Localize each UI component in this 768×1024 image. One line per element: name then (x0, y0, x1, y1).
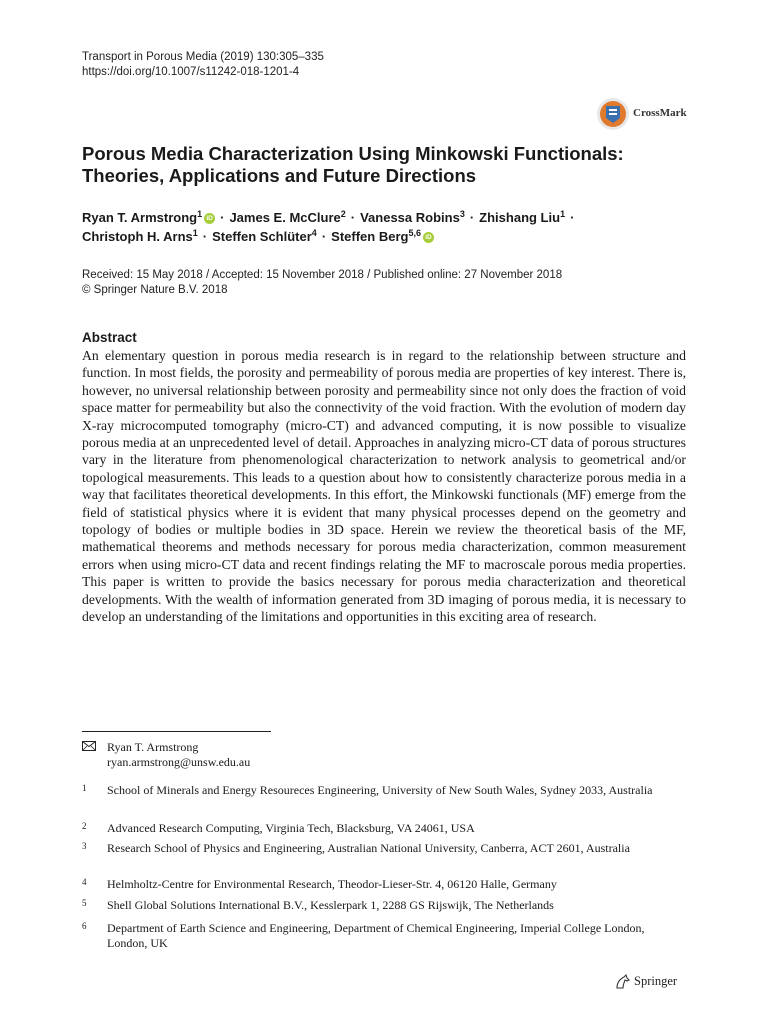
abstract-text: An elementary question in porous media research is in regard to the relationship between structure and function. In most fields, the porosity and permeability of porous media are properties of key interest. There is, however, no universal relationship between porosity and permeability since not only does the fraction of void space matter for permeability but also the connectivity of the void fraction. With the evolution of modern day X-ray microcomputed tomography (micro-CT) and advanced computing, it is now possible to visualize porous media at an unprecedented level of detail. Approaches in analyzing micro-CT data of porous structures vary in the literature from phenomenological characterization to network analysis to geometrical and/or topological measurements. This leads to a question about how to consistently characterize porous media in a way that facilitates theoretical developments. In this effort, the Minkowski functionals (MF) emerge from the field of statistical physics where it is evident that many physical processes depend on the geometry and topology of bodies or multiple bodies in 3D space. Herein we review the theoretical basis of the MF, mathematical theorems and methods necessary for porous media characterization, common measurement errors when using micro-CT data and recent findings relating the MF to macroscale porous media properties. This paper is written to provide the basics necessary for porous media characterization and theoretical developments. With the wealth of information generated from 3D imaging of porous media, it is necessary to develop an understanding of the limitations and opportunities in this exciting area of research. (82, 348, 686, 625)
affiliation-number: 4 (82, 877, 87, 887)
author-name: Steffen Berg (331, 229, 409, 244)
affiliation-text: Shell Global Solutions International B.V., Kesslerpark 1, 2288 GS Rijswijk, The Netherlands (107, 898, 554, 912)
author-name: Zhishang Liu (479, 210, 561, 225)
author-separator: · (350, 210, 356, 225)
affiliation-text: Research School of Physics and Engineering, Australian National University, Canberra, ACT 2601, Australia (107, 841, 630, 855)
corresponding-name: Ryan T. Armstrong (107, 740, 199, 754)
affiliation-text: School of Minerals and Energy Resoureces Engineering, University of New South Wales, Sydney 2033, Australia (107, 783, 653, 797)
author-affiliation-mark: 1 (197, 209, 203, 219)
footnote-rule (82, 731, 271, 732)
affiliation-number: 6 (82, 921, 87, 931)
author-list (82, 208, 702, 246)
author-separator: · (321, 229, 327, 244)
affiliation-text: Department of Earth Science and Engineering, Department of Chemical Engineering, Imperial College London, London, UK (107, 921, 645, 950)
affiliation-number: 2 (82, 821, 87, 831)
corresponding-email[interactable]: ryan.armstrong@unsw.edu.au (107, 755, 251, 769)
affiliation-item (82, 841, 682, 856)
author-affiliation-mark: 2 (340, 209, 346, 219)
doi-link[interactable]: https://doi.org/10.1007/s11242-018-1201-4 (82, 66, 300, 78)
affiliation-item (82, 783, 682, 798)
springer-horse-icon (614, 973, 632, 991)
author-name: Steffen Schlüter (212, 229, 312, 244)
affiliation-item (82, 877, 682, 892)
orcid-icon[interactable]: iD (423, 232, 434, 243)
affiliation-item (82, 898, 682, 913)
crossmark-icon (596, 97, 630, 131)
orcid-icon[interactable]: iD (204, 213, 215, 224)
affiliation-item (82, 921, 682, 951)
author-name: Ryan T. Armstrong (82, 210, 198, 225)
crossmark-badge[interactable] (596, 97, 696, 133)
author-affiliation-mark: 1 (192, 228, 198, 238)
author (229, 210, 345, 225)
author-separator: · (570, 210, 575, 225)
author (82, 210, 215, 225)
author-separator: · (202, 229, 208, 244)
affiliation-number: 1 (82, 783, 87, 793)
author-affiliation-mark: 5,6 (408, 228, 421, 238)
affiliation-text: Advanced Research Computing, Virginia Tech, Blacksburg, VA 24061, USA (107, 821, 475, 835)
journal-header (82, 50, 324, 80)
journal-citation: Transport in Porous Media (2019) 130:305–335 (82, 51, 324, 63)
publication-dates (82, 268, 562, 298)
author-affiliation-mark: 3 (459, 209, 465, 219)
author-separator: · (469, 210, 475, 225)
paper-title (82, 143, 682, 187)
corresponding-author (107, 740, 250, 770)
author-separator: · (220, 210, 225, 225)
author-affiliation-mark: 4 (311, 228, 317, 238)
affiliation-item (82, 821, 682, 836)
affiliation-number: 5 (82, 898, 87, 908)
abstract-heading: Abstract (82, 330, 137, 345)
author-name: Christoph H. Arns (82, 229, 193, 244)
title-line-2: Theories, Applications and Future Directions (82, 165, 477, 186)
author (479, 210, 565, 225)
title-line-1: Porous Media Characterization Using Minkowski Functionals: (82, 143, 624, 164)
affiliation-number: 3 (82, 841, 87, 851)
author (82, 229, 198, 244)
author-name: James E. McClure (229, 210, 341, 225)
date-history: Received: 15 May 2018 / Accepted: 15 November 2018 / Published online: 27 November 2018 (82, 269, 563, 281)
author-affiliation-mark: 1 (560, 209, 566, 219)
author (360, 210, 465, 225)
springer-logo (614, 973, 694, 991)
affiliation-text: Helmholtz-Centre for Environmental Research, Theodor-Lieser-Str. 4, 06120 Halle, Germany (107, 877, 557, 891)
author (331, 229, 434, 244)
copyright-notice: © Springer Nature B.V. 2018 (82, 284, 228, 296)
crossmark-label: CrossMark (633, 107, 687, 119)
author (212, 229, 317, 244)
envelope-icon (82, 741, 96, 751)
publisher-name: Springer (634, 974, 678, 988)
author-name: Vanessa Robins (360, 210, 460, 225)
